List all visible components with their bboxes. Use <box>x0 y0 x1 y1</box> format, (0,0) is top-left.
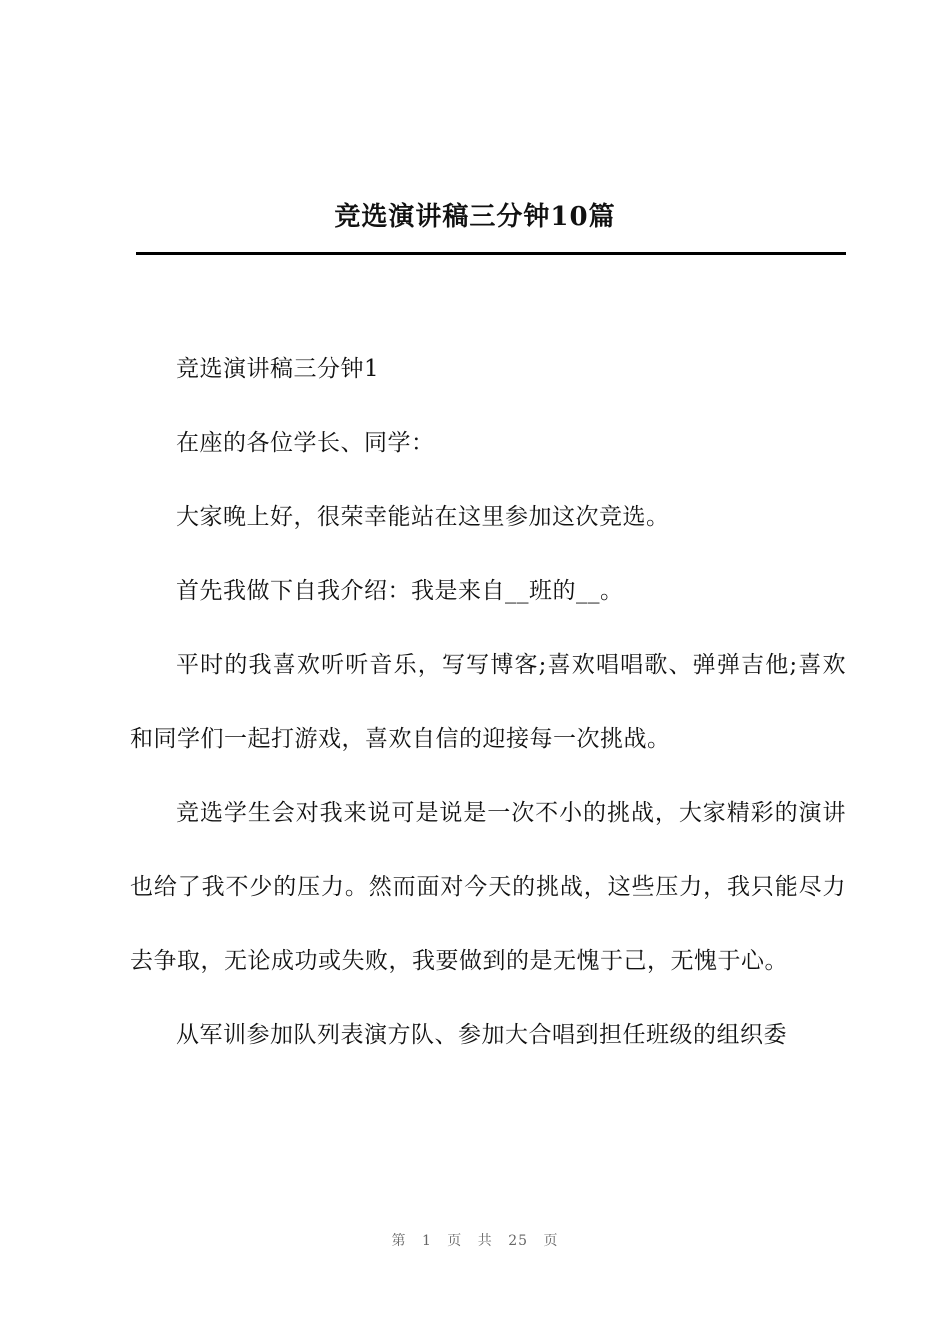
paragraph: 首先我做下自我介绍：我是来自__班的__。 <box>176 578 624 604</box>
page-title: 竞选演讲稿三分钟10篇 <box>334 202 616 232</box>
document-body <box>130 332 846 1072</box>
paragraph: 从军训参加队列表演方队、参加大合唱到担任班级的组织委 <box>176 1022 787 1048</box>
salutation: 在座的各位学长、同学： <box>176 430 435 456</box>
paragraph: 平时的我喜欢听听音乐，写写博客;喜欢唱唱歌、弹弹吉他;喜欢和同学们一起打游戏，喜欢自信的迎接每一次挑战。 <box>130 652 846 752</box>
paragraph: 竞选学生会对我来说可是说是一次不小的挑战，大家精彩的演讲也给了我不少的压力。然而面对今天的挑战，这些压力，我只能尽力去争取，无论成功或失败，我要做到的是无愧于己，无愧于心。 <box>130 800 846 974</box>
section-heading: 竞选演讲稿三分钟1 <box>176 356 380 382</box>
title-divider <box>136 252 846 255</box>
paragraph: 大家晚上好，很荣幸能站在这里参加这次竞选。 <box>176 504 670 530</box>
page-footer: 第 1 页 共 25 页 <box>391 1233 559 1249</box>
